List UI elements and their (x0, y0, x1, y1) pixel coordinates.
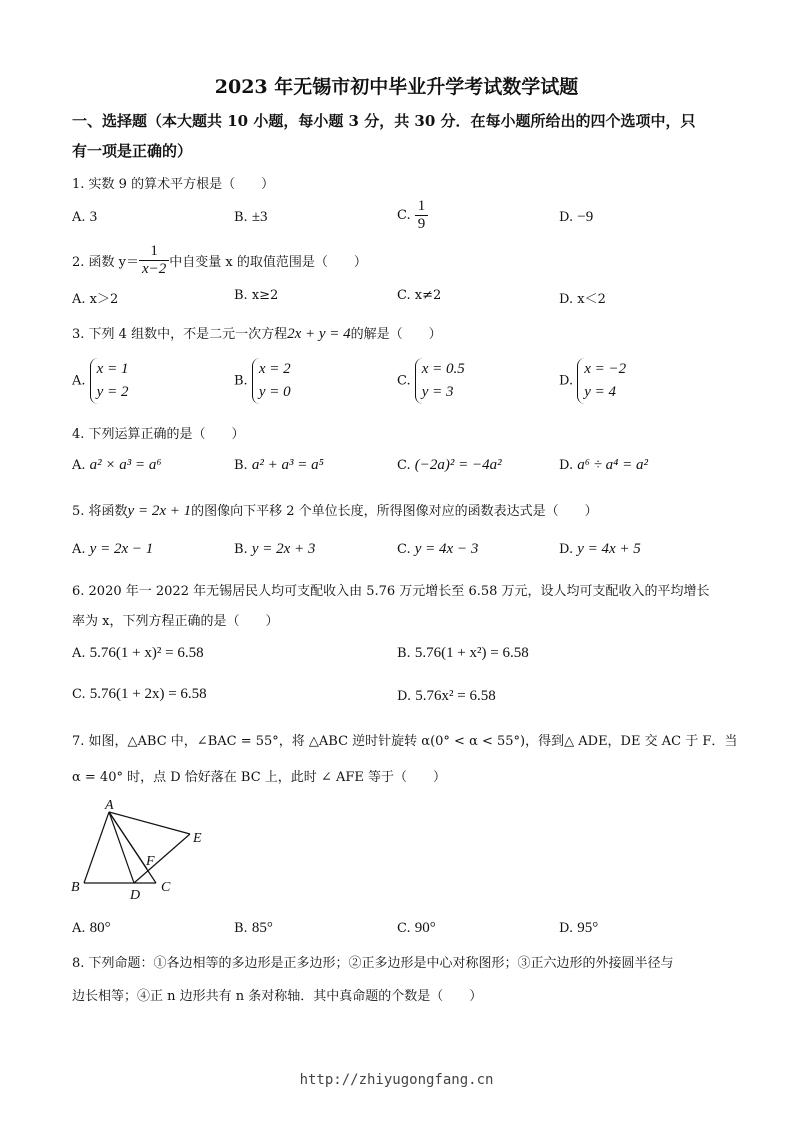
q4-option-a: A. a² × a³ = a⁶ (72, 457, 162, 473)
question-8-stem-line1: 8. 下列命题：①各边相等的多边形是正多边形；②正多边形是中心对称图形；③正六边形的外接圆半径与 (72, 956, 674, 971)
q3-option-d: D. x = −2 y = 4 (559, 358, 626, 404)
triangle-rotation-figure (64, 796, 214, 904)
q6-option-c: C. 5.76(1 + 2x) = 6.58 (72, 686, 207, 702)
segment-ad (109, 812, 134, 883)
q2-option-b: B. x≥2 (234, 288, 279, 303)
label-f: F (146, 854, 155, 869)
q3-option-a: A. x = 1 y = 2 (72, 358, 128, 404)
fraction: $\frac{1}{x-2}$ (139, 243, 169, 278)
q1-option-b: B. ±3 (234, 209, 268, 225)
label-e: E (193, 831, 202, 846)
question-1-stem: 1. 实数 9 的算术平方根是（ ） (72, 177, 275, 192)
q5-option-c: C. y = 4x − 3 (397, 541, 479, 557)
section-heading-line1: 一、选择题（本大题共 10 小题，每小题 3 分，共 30 分．在每小题所给出的四个选项中，只 (72, 112, 696, 130)
q6-option-d: D. 5.76x² = 6.58 (397, 688, 496, 704)
question-5-stem: 5. 将函数y = 2x + 1的图像向下平移 2 个单位长度，所得图像对应的函数表达式是（ ） (72, 503, 598, 519)
q7-option-d: D. 95° (559, 920, 599, 936)
question-6-stem-line1: 6. 2020 年一 2022 年无锡居民人均可支配收入由 5.76 万元增长至 6.58 万元，设人均可支配收入的平均增长 (72, 584, 710, 599)
q4-option-b: B. a² + a³ = a⁵ (234, 457, 324, 473)
q7-option-a: A. 80° (72, 920, 111, 936)
segment-ab (84, 812, 109, 883)
label-d: D (130, 888, 141, 903)
equation-system: x = 2 y = 0 (252, 358, 291, 404)
q5-option-b: B. y = 2x + 3 (234, 541, 316, 557)
question-3-stem: 3. 下列 4 组数中，不是二元一次方程2x + y = 4的解是（ ） (72, 326, 442, 342)
equation-system: x = −2 y = 4 (577, 358, 626, 404)
label-c: C (161, 880, 171, 895)
q7-option-b: B. 85° (234, 920, 273, 936)
q6-option-a: A. 5.76(1 + x)² = 6.58 (72, 645, 204, 661)
footer-url: http://zhiyugongfang.cn (299, 1072, 494, 1088)
q4-option-d: D. a⁶ ÷ a⁴ = a² (559, 457, 649, 473)
label-b: B (71, 880, 80, 895)
question-8-stem-line2: 边长相等；④正 n 边形共有 n 条对称轴．其中真命题的个数是（ ） (72, 989, 483, 1004)
equation-system: x = 0.5 y = 3 (415, 358, 465, 404)
q7-option-c: C. 90° (397, 920, 436, 936)
q2-option-a: A. x＞2 (72, 292, 119, 307)
question-4-stem: 4. 下列运算正确的是（ ） (72, 427, 245, 442)
equation-system: x = 1 y = 2 (90, 358, 129, 404)
segment-de (134, 834, 190, 883)
q1-option-c: C. $\frac{1}{9}$ (397, 198, 428, 233)
section-heading-line2: 有一项是正确的） (72, 142, 193, 160)
q5-option-a: A. y = 2x − 1 (72, 541, 154, 557)
q5-option-d: D. y = 4x + 5 (559, 541, 641, 557)
label-a: A (105, 798, 114, 813)
q2-option-c: C. x≠2 (397, 288, 442, 303)
q3-option-c: C. x = 0.5 y = 3 (397, 358, 465, 404)
q2-option-d: D. x＜2 (559, 292, 606, 307)
q1-option-d: D. −9 (559, 209, 594, 225)
q4-option-c: C. (−2a)² = −4a² (397, 457, 502, 473)
page-title: 2023 年无锡市初中毕业升学考试数学试题 (214, 76, 579, 98)
question-7-stem-line2: α = 40° 时，点 D 恰好落在 BC 上，此时 ∠ AFE 等于（ ） (72, 770, 446, 785)
question-2-stem: 2. 函数 y＝ $\frac{1}{x-2}$ 中自变量 x 的取值范围是（ ） (72, 243, 367, 277)
q6-option-b: B. 5.76(1 + x²) = 6.58 (397, 645, 529, 661)
fraction: $\frac{1}{9}$ (415, 198, 429, 233)
question-6-stem-line2: 率为 x，下列方程正确的是（ ） (72, 614, 279, 629)
question-7-stem-line1: 7. 如图，△ABC 中，∠BAC = 55°，将 △ABC 逆时针旋转 α(0° < α < 55°)，得到△ ADE，DE 交 AC 于 F．当 (72, 734, 738, 749)
q1-option-a: A. 3 (72, 209, 98, 225)
q3-option-b: B. x = 2 y = 0 (234, 358, 291, 404)
